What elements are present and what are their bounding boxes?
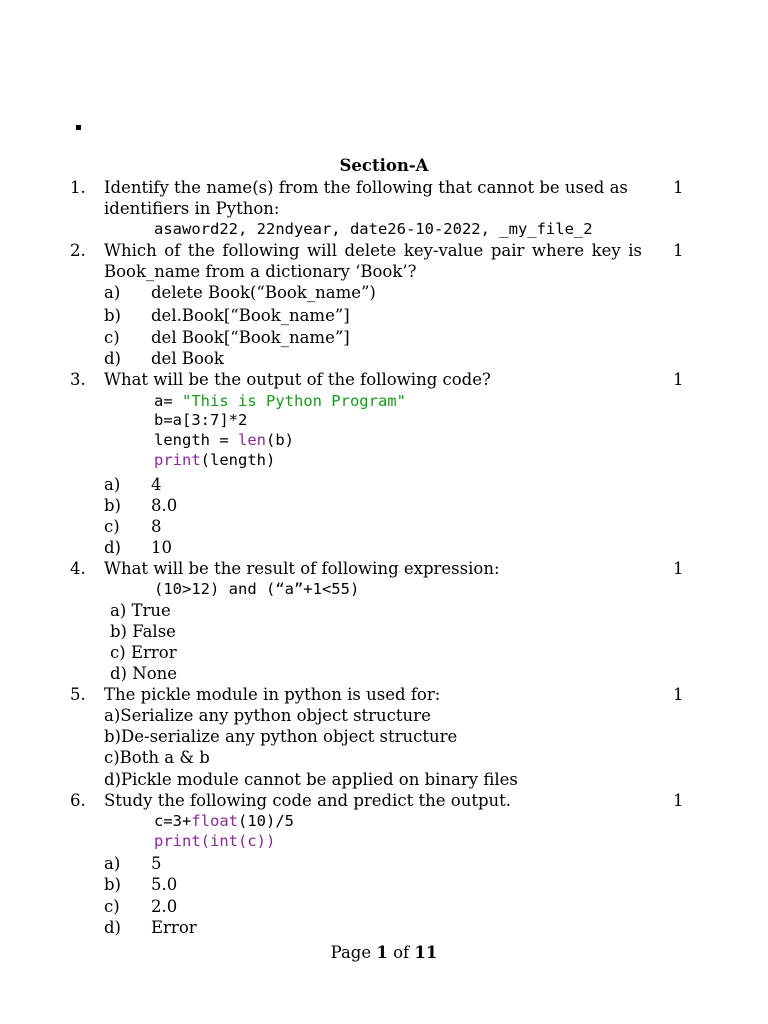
option-row xyxy=(0,600,768,621)
question-number: 5. xyxy=(70,685,86,704)
question-6-code-1 xyxy=(0,811,768,832)
question-text: Identify the name(s) from the following that cannot be used as xyxy=(104,178,628,197)
code-token: a= xyxy=(154,392,182,410)
question-text: What will be the result of following expression: xyxy=(104,559,500,578)
option-text: 5.0 xyxy=(151,875,178,894)
question-1-line-2 xyxy=(0,198,768,219)
code-function-token: print xyxy=(154,832,201,850)
option-row xyxy=(0,896,768,917)
option-text: Error xyxy=(130,643,177,662)
option-row xyxy=(0,663,768,684)
option-row xyxy=(0,327,768,348)
code-line: (10>12) and (“a”+1<55) xyxy=(154,580,360,598)
question-number: 3. xyxy=(70,370,86,389)
question-marks: 1 xyxy=(673,559,684,578)
option-text: c)Both a & b xyxy=(104,748,210,767)
option-text: del Book xyxy=(151,349,224,368)
option-row xyxy=(0,537,768,558)
code-function-token: int xyxy=(210,832,239,850)
question-number: 6. xyxy=(70,791,86,810)
option-text: d)Pickle module cannot be applied on binary files xyxy=(104,770,518,789)
question-text: The pickle module in python is used for: xyxy=(104,685,441,704)
option-label: c) xyxy=(104,517,120,536)
question-6-code-2 xyxy=(0,831,768,852)
option-text: delete Book(“Book_name”) xyxy=(151,283,376,302)
option-text: 5 xyxy=(151,854,162,873)
option-text: 8.0 xyxy=(151,496,178,515)
option-text: 8 xyxy=(151,517,162,536)
code-token: (length) xyxy=(200,451,276,469)
option-text: 4 xyxy=(151,475,162,494)
code-token: c=3+ xyxy=(154,812,192,830)
question-2-line-2 xyxy=(0,261,768,282)
question-text-continued: Book_name from a dictionary ‘Book’? xyxy=(104,262,417,281)
question-3-code-2 xyxy=(0,410,768,431)
question-1 xyxy=(0,177,768,198)
option-label: d) xyxy=(104,538,121,557)
option-row xyxy=(0,621,768,642)
option-label: a) xyxy=(104,283,121,302)
code-token: (b) xyxy=(266,431,294,449)
option-text: 2.0 xyxy=(151,897,178,916)
question-marks: 1 xyxy=(673,241,684,260)
question-2 xyxy=(0,240,768,261)
footer-middle: of xyxy=(387,943,415,962)
question-1-code xyxy=(0,219,768,240)
option-row xyxy=(0,474,768,495)
code-token: (c)) xyxy=(238,832,276,850)
option-row xyxy=(0,516,768,537)
code-line xyxy=(154,450,275,471)
option-label: d) xyxy=(104,918,121,937)
code-function-token: len xyxy=(238,431,266,449)
total-page-count: 11 xyxy=(414,943,438,962)
option-text: a)Serialize any python object structure xyxy=(104,706,431,725)
option-row xyxy=(0,917,768,938)
question-text: Study the following code and predict the output. xyxy=(104,791,512,810)
option-label-text: a) xyxy=(110,601,127,620)
option-row xyxy=(0,726,768,747)
option-text: b)De-serialize any python object structure xyxy=(104,727,458,746)
option-label: c) xyxy=(104,897,120,916)
option-row xyxy=(0,642,768,663)
option-text: del Book[“Book_name”] xyxy=(151,328,350,347)
option-label: c) xyxy=(104,328,120,347)
code-string-token: "This is Python Program" xyxy=(182,392,406,410)
question-3-code-3 xyxy=(0,430,768,451)
option-row xyxy=(0,747,768,768)
code-line: asaword22, 22ndyear, date26-10-2022, _my_file_2 xyxy=(154,220,593,238)
option-text: None xyxy=(132,664,178,683)
option-row xyxy=(0,305,768,326)
option-label: a) xyxy=(104,475,121,494)
code-token: length = xyxy=(154,431,238,449)
question-3-code-4 xyxy=(0,450,768,471)
code-function-token: float xyxy=(191,812,238,830)
section-title: Section-A xyxy=(339,156,429,175)
option-label: b) xyxy=(104,496,121,515)
code-line xyxy=(154,430,294,451)
bullet-mark xyxy=(76,125,81,130)
option-text: del.Book[“Book_name”] xyxy=(151,306,350,325)
question-number: 1. xyxy=(70,178,86,197)
question-marks: 1 xyxy=(673,370,684,389)
option-text: Error xyxy=(151,918,197,937)
option-text: 10 xyxy=(151,538,172,557)
option-label-text: d) xyxy=(110,664,127,683)
page-footer xyxy=(0,942,768,963)
option-label-text: b) xyxy=(110,622,127,641)
option-row xyxy=(0,705,768,726)
option-label xyxy=(110,663,177,684)
option-label: b) xyxy=(104,306,121,325)
question-4-code xyxy=(0,579,768,600)
question-text: What will be the output of the following code? xyxy=(104,370,491,389)
code-token: ( xyxy=(200,832,211,850)
code-line xyxy=(154,811,294,832)
option-text: False xyxy=(132,622,176,641)
question-5 xyxy=(0,684,768,705)
question-3-code-1 xyxy=(0,391,768,412)
option-label: a) xyxy=(104,854,121,873)
option-label xyxy=(110,642,177,663)
option-label-text: c) xyxy=(110,643,126,662)
question-text: Which of the following will delete key-value pair where key is xyxy=(104,241,642,260)
option-row xyxy=(0,495,768,516)
footer-prefix: Page xyxy=(330,943,377,962)
question-3 xyxy=(0,369,768,390)
option-row xyxy=(0,874,768,895)
question-text-continued: identifiers in Python: xyxy=(104,199,280,218)
question-marks: 1 xyxy=(673,685,684,704)
option-label xyxy=(110,600,171,621)
code-line xyxy=(154,391,406,412)
question-number: 4. xyxy=(70,559,86,578)
option-label: d) xyxy=(104,349,121,368)
option-text: True xyxy=(131,601,171,620)
question-marks: 1 xyxy=(673,791,684,810)
option-row xyxy=(0,348,768,369)
option-row xyxy=(0,282,768,303)
code-line: b=a[3:7]*2 xyxy=(154,411,248,429)
option-label: b) xyxy=(104,875,121,894)
code-token: (10)/5 xyxy=(238,812,294,830)
question-4 xyxy=(0,558,768,579)
question-number: 2. xyxy=(70,241,86,260)
question-marks: 1 xyxy=(673,178,684,197)
question-6 xyxy=(0,790,768,811)
current-page-number: 1 xyxy=(376,943,388,962)
code-function-token: print xyxy=(154,451,201,469)
option-label xyxy=(110,621,176,642)
option-row xyxy=(0,853,768,874)
code-line xyxy=(154,831,275,852)
option-row xyxy=(0,769,768,790)
